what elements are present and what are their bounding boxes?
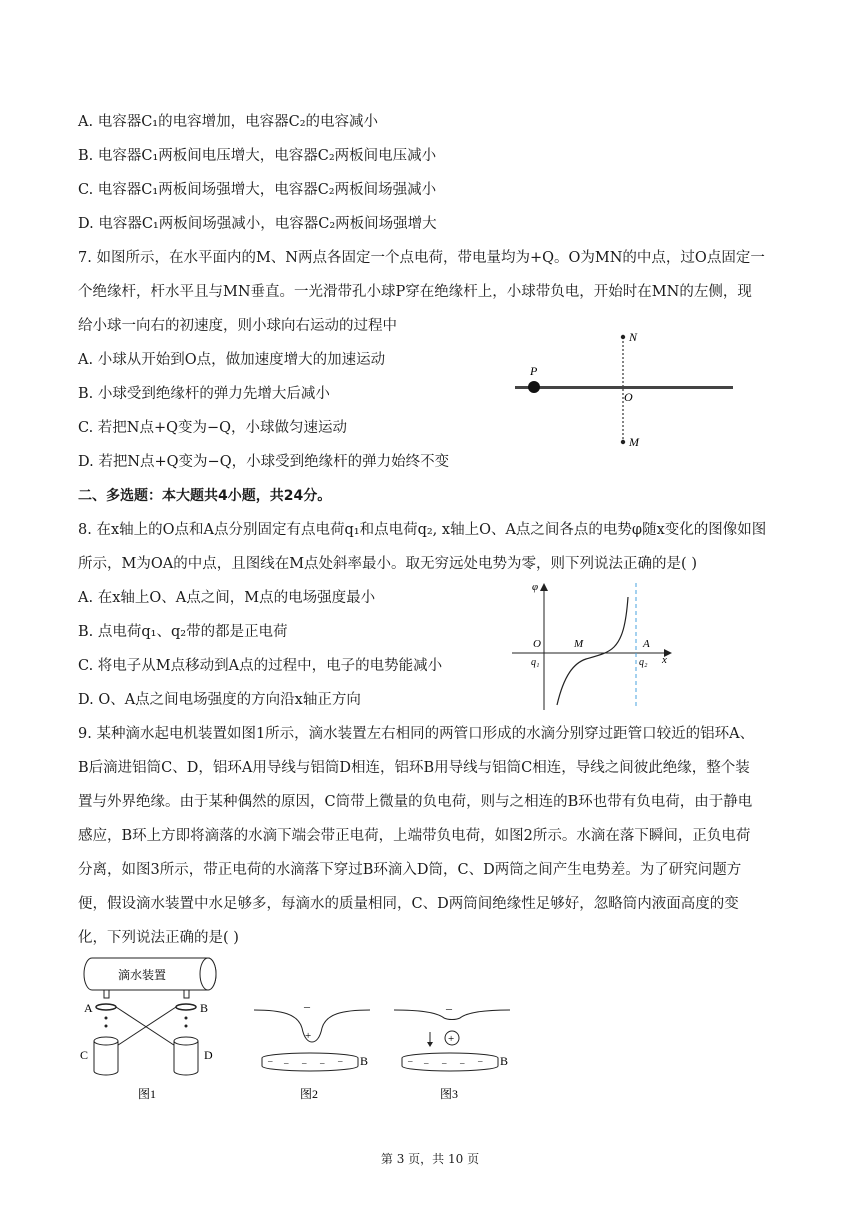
label-d: D	[204, 1048, 213, 1062]
option-6d: D. 电容器C₁两板间场强减小，电容器C₂两板间场强增大	[78, 216, 437, 232]
label-o: O	[624, 390, 633, 404]
potential-curve	[557, 597, 628, 705]
option-6c: C. 电容器C₁两板间场强增大，电容器C₂两板间场强减小	[78, 182, 437, 198]
question-8-line-2: 所示，M为OA的中点，且图线在M点处斜率最小。取无穷远处电势为零，则下列说法正确的是( )	[78, 556, 697, 572]
svg-text:–: –	[446, 1001, 452, 1015]
figure-q9-3	[392, 1000, 517, 1105]
label-b: B	[500, 1054, 509, 1068]
ring-a	[96, 1004, 116, 1010]
option-8d: D. O、A点之间电场强度的方向沿x轴正方向	[78, 692, 361, 708]
ball-p	[528, 381, 540, 393]
svg-text:–: –	[304, 1000, 310, 1013]
label-phi: φ	[532, 581, 539, 593]
page-footer: 第 3 页，共 10 页	[380, 1152, 480, 1166]
figure-q7	[505, 325, 745, 460]
figure-q9-2	[252, 1000, 377, 1105]
svg-text:–: –	[408, 1056, 413, 1066]
charge-m-dot	[621, 440, 625, 444]
question-7-line-2: 个绝缘杆，杆水平且与MN垂直。一光滑带孔小球P穿在绝缘杆上，小球带负电，开始时在MN的左侧，现	[78, 284, 752, 300]
question-7-line-1: 7. 如图所示，在水平面内的M、N两点各固定一个点电荷，带电量均为+Q。O为MN的中点，过O点固定一	[78, 250, 765, 266]
option-8a: A. 在x轴上O、A点之间，M点的电场强度最小	[78, 590, 376, 606]
caption-fig1: 图1	[138, 1087, 157, 1101]
label-x: x	[662, 654, 667, 666]
question-9-line-2: B后滴进铝筒C、D，铝环A用导线与铝筒D相连，铝环B用导线与铝筒C相连，导线之间彼此绝缘，整个装	[78, 760, 750, 776]
label-o: O	[533, 638, 541, 650]
label-n: N	[629, 330, 638, 344]
device-label: 滴水装置	[118, 968, 167, 982]
svg-text:+: +	[305, 1030, 312, 1042]
svg-text:–: –	[338, 1056, 343, 1066]
label-m: M	[629, 435, 639, 449]
svg-text:–: –	[302, 1058, 307, 1068]
question-9-line-3: 置与外界绝缘。由于某种偶然的原因，C筒带上微量的负电荷，则与之相连的B环也带有负电荷，由于静电	[78, 794, 753, 810]
label-p: P	[530, 364, 538, 378]
option-7d: D. 若把N点+Q变为−Q，小球受到绝缘杆的弹力始终不变	[78, 454, 450, 470]
label-c: C	[80, 1048, 89, 1062]
ring-b	[176, 1004, 196, 1010]
svg-text:–: –	[268, 1056, 273, 1066]
svg-text:–: –	[460, 1058, 465, 1068]
question-9-line-7: 化，下列说法正确的是( )	[78, 930, 239, 946]
charge-n-dot	[621, 335, 625, 339]
svg-text:–: –	[284, 1058, 289, 1068]
option-7b: B. 小球受到绝缘杆的弹力先增大后减小	[78, 386, 330, 402]
caption-fig3: 图3	[440, 1087, 459, 1101]
option-6a: A. 电容器C₁的电容增加，电容器C₂的电容减小	[78, 114, 379, 130]
label-m: M	[574, 638, 584, 650]
option-8c: C. 将电子从M点移动到A点的过程中，电子的电势能减小	[78, 658, 443, 674]
figure-q9-1	[76, 955, 236, 1105]
svg-text:–: –	[478, 1056, 483, 1066]
option-7c: C. 若把N点+Q变为−Q，小球做匀速运动	[78, 420, 348, 436]
caption-fig2: 图2	[300, 1087, 319, 1101]
figure-q8	[508, 575, 678, 715]
label-q2: q₂	[639, 657, 648, 668]
section-heading-multi-choice: 二、多选题：本大题共4小题，共24分。	[78, 488, 332, 504]
label-b: B	[200, 1001, 209, 1015]
svg-text:–: –	[424, 1058, 429, 1068]
label-b: B	[360, 1054, 369, 1068]
question-9-line-4: 感应，B环上方即将滴落的水滴下端会带正电荷，上端带负电荷，如图2所示。水滴在落下瞬间，正负电荷	[78, 828, 751, 844]
question-9-line-1: 9. 某种滴水起电机装置如图1所示，滴水装置左右相同的两管口形成的水滴分别穿过距管口较近的铝环A、	[78, 726, 755, 742]
insulating-rod	[515, 386, 733, 389]
option-8b: B. 点电荷q₁、q₂带的都是正电荷	[78, 624, 288, 640]
svg-text:–: –	[442, 1058, 447, 1068]
option-6b: B. 电容器C₁两板间电压增大，电容器C₂两板间电压减小	[78, 148, 437, 164]
label-a: A	[84, 1001, 93, 1015]
svg-text:+: +	[448, 1033, 455, 1045]
question-8-line-1: 8. 在x轴上的O点和A点分别固定有点电荷q₁和点电荷q₂, x轴上O、A点之间各点的电势φ随x变化的图像如图	[78, 522, 767, 538]
question-7-line-3: 给小球一向右的初速度，则小球向右运动的过程中	[78, 318, 397, 334]
question-9-line-6: 便，假设滴水装置中水足够多，每滴水的质量相同，C、D两筒间绝缘性足够好，忽略筒内液面高度的变	[78, 896, 739, 912]
option-7a: A. 小球从开始到O点，做加速度增大的加速运动	[78, 352, 386, 368]
svg-text:–: –	[320, 1058, 325, 1068]
label-a: A	[643, 638, 650, 650]
label-q1: q₁	[531, 657, 540, 668]
question-9-line-5: 分离，如图3所示，带正电荷的水滴落下穿过B环滴入D筒，C、D两筒之间产生电势差。为了研究问题方	[78, 862, 742, 878]
